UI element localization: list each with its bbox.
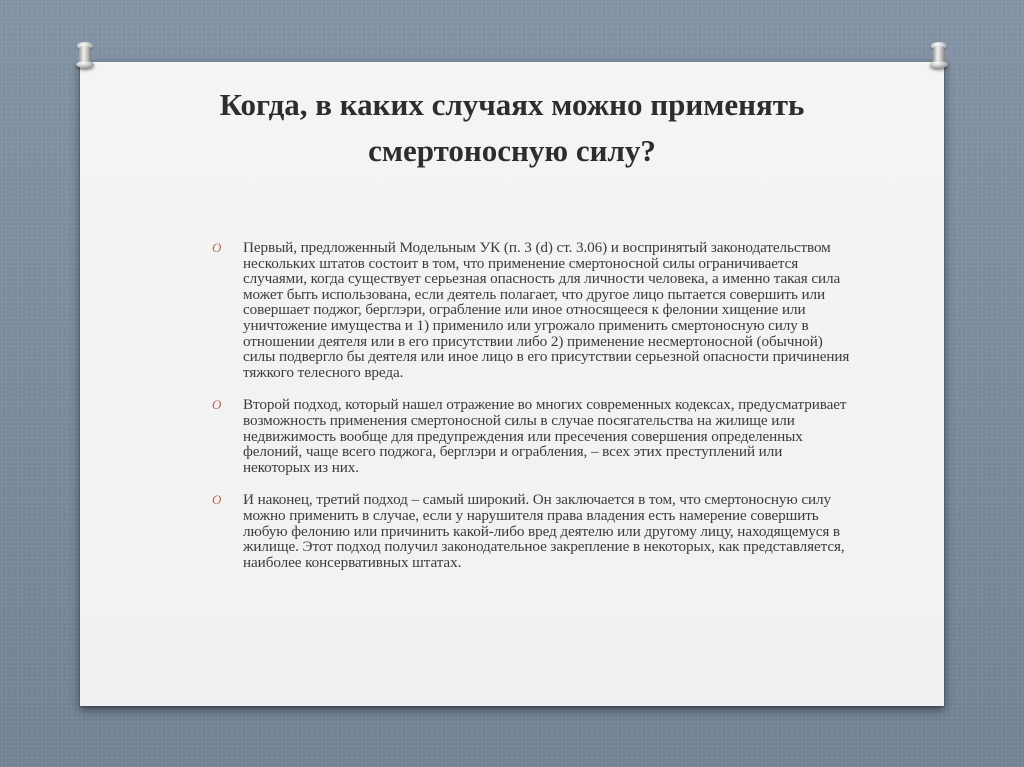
bullet-item-second-approach [212,397,852,475]
bullet-item-first-approach [212,240,852,380]
bullet-circle-icon: O [212,240,222,255]
bullet-text: И наконец, третий подход – самый широкий. Он заключается в том, что смертоносную силу можно применить в случае, если у нарушителя права владения есть намерение совершить любую фелонию или причинить какой-либо вред деятелю или другому лицу, находящемуся в жилище. Этот подход получил законодательное закрепление в некоторых, как представляется, наиболее консервативных штатах. [243,491,845,571]
bullet-circle-icon: O [212,492,222,508]
pushpin-left-icon [74,42,96,68]
bullet-item-third-approach [212,492,852,570]
bullet-list [212,240,852,587]
bullet-circle-icon: O [212,397,222,413]
bullet-text: Второй подход, который нашел отражение во многих современных кодексах, предусматривает возможность применения смертоносной силы в случае посягательства на жилище или недвижимость вообще для предупреждения или пресечения совершения определенных фелоний, чаще всего поджога, берглэри и ограбления, – всех этих преступлений или некоторых из них. [243,396,847,476]
slide-title: Когда, в каких случаях можно применять смертоносную силу? [219,87,805,168]
pushpin-right-icon [928,42,950,68]
bullet-text: Первый, предложенный Модельным УК (п. 3 (d) ст. 3.06) и воспринятый законодательством нескольких штатов состоит в том, что применение смертоносной силы ограничивается случаями, когда существует серьезная опасность для личности человека, а именно такая сила может быть использована, если деятель полагает, что другое лицо пытается совершить или совершает поджог, берглэри, ограбление или иное относящееся к фелонии хищение или уничтожение имущества и 1) применило или угрожало применить смертоносную силу в отношении деятеля или в его присутствии либо 2) применение несмертоносной (обычной) силы подвергло бы деятеля или иное лицо в его присутствии серьезной опасности причинения тяжкого телесного вреда. [243,239,850,381]
